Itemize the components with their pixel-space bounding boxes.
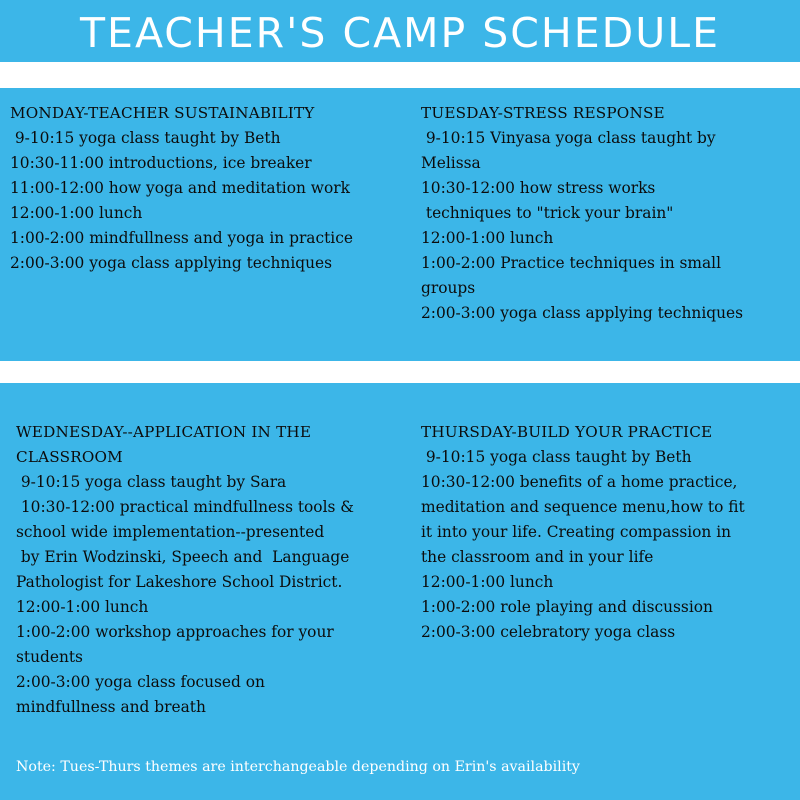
schedule-line: it into your life. Creating compassion in <box>421 523 732 541</box>
schedule-line: 12:00-1:00 lunch <box>421 229 554 247</box>
thursday-schedule <box>421 420 791 645</box>
schedule-line: 9-10:15 yoga class taught by Beth <box>10 129 281 147</box>
schedule-line: techniques to "trick your brain" <box>421 204 674 222</box>
divider-band-top <box>0 62 800 88</box>
schedule-line: students <box>16 648 83 666</box>
monday-heading: MONDAY-TEACHER SUSTAINABILITY <box>10 104 315 122</box>
schedule-line: meditation and sequence menu,how to fit <box>421 498 745 516</box>
schedule-line: 9-10:15 yoga class taught by Beth <box>421 448 692 466</box>
wednesday-heading: WEDNESDAY--APPLICATION IN THE <box>16 423 312 441</box>
schedule-line: 12:00-1:00 lunch <box>10 204 143 222</box>
schedule-line: Melissa <box>421 154 481 172</box>
tuesday-schedule <box>421 101 791 326</box>
schedule-line: 12:00-1:00 lunch <box>16 598 149 616</box>
schedule-line: 10:30-12:00 practical mindfullness tools & <box>16 498 354 516</box>
schedule-line: 10:30-12:00 benefits of a home practice, <box>421 473 738 491</box>
schedule-line: 1:00-2:00 workshop approaches for your <box>16 623 334 641</box>
schedule-line: Pathologist for Lakeshore School District. <box>16 573 343 591</box>
schedule-line: groups <box>421 279 476 297</box>
schedule-line: 11:00-12:00 how yoga and meditation work <box>10 179 350 197</box>
divider-band-middle <box>0 361 800 383</box>
schedule-line: 10:30-12:00 how stress works <box>421 179 656 197</box>
schedule-line: 9-10:15 yoga class taught by Sara <box>16 473 287 491</box>
schedule-line: 1:00-2:00 role playing and discussion <box>421 598 713 616</box>
schedule-line: 2:00-3:00 yoga class applying techniques <box>10 254 333 272</box>
monday-schedule <box>10 101 390 276</box>
availability-note: Note: Tues-Thurs themes are interchangeable depending on Erin's availability <box>16 759 580 775</box>
schedule-line: 9-10:15 Vinyasa yoga class taught by <box>421 129 716 147</box>
schedule-line: the classroom and in your life <box>421 548 654 566</box>
tuesday-heading: TUESDAY-STRESS RESPONSE <box>421 104 665 122</box>
schedule-line: 10:30-11:00 introductions, ice breaker <box>10 154 312 172</box>
schedule-line: 2:00-3:00 celebratory yoga class <box>421 623 676 641</box>
schedule-line: 1:00-2:00 mindfullness and yoga in practice <box>10 229 353 247</box>
schedule-line: 1:00-2:00 Practice techniques in small <box>421 254 722 272</box>
thursday-heading: THURSDAY-BUILD YOUR PRACTICE <box>421 423 713 441</box>
schedule-line: 2:00-3:00 yoga class focused on <box>16 673 265 691</box>
schedule-line: by Erin Wodzinski, Speech and Language <box>16 548 350 566</box>
wednesday-heading-continued: CLASSROOM <box>16 448 123 466</box>
page-title: TEACHER'S CAMP SCHEDULE <box>80 9 720 57</box>
schedule-line: school wide implementation--presented <box>16 523 325 541</box>
schedule-line: mindfullness and breath <box>16 698 206 716</box>
schedule-line: 12:00-1:00 lunch <box>421 573 554 591</box>
wednesday-schedule <box>16 420 401 720</box>
schedule-line: 2:00-3:00 yoga class applying techniques <box>421 304 744 322</box>
